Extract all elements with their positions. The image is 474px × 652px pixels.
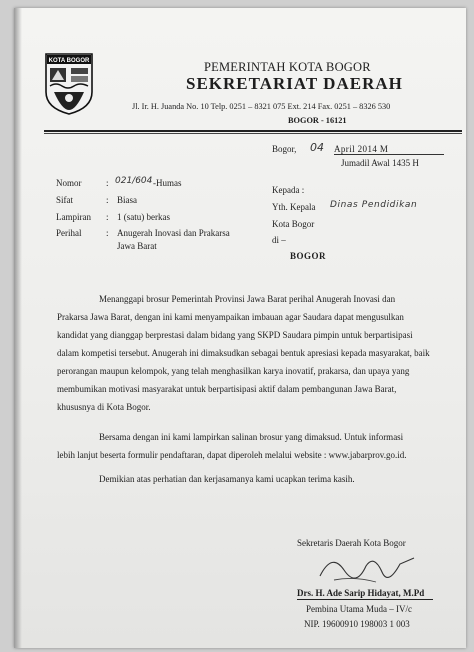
signatory-rank: Pembina Utama Muda – IV/c (306, 604, 412, 614)
body-p3-line: Demikian atas perhatian dan kerjasamanya kami ucapkan terima kasih. (99, 474, 355, 484)
perihal-line2: Jawa Barat (117, 241, 157, 251)
date-hijri: Jumadil Awal 1435 H (341, 158, 419, 168)
letter-page (14, 8, 466, 648)
signature-underline (297, 599, 433, 600)
sifat-value: Biasa (117, 195, 137, 205)
letterhead-rule-thin (44, 133, 462, 134)
lampiran-colon: : (106, 212, 109, 222)
signatory-nip: NIP. 19600910 198003 1 003 (304, 619, 410, 629)
nomor-suffix: -Humas (153, 178, 182, 188)
body-paragraph-3 (57, 470, 449, 488)
body-p1-line: Menanggapi brosur Pemerintah Provinsi Jawa Barat perihal Anugerah Inovasi dan (99, 294, 396, 304)
recipient-city: Kota Bogor (272, 219, 315, 229)
body-p1-line: membumikan motivasi masyarakat untuk berpartisipasi aktif dalam pembangunan Jawa Barat, (57, 384, 397, 394)
body-p1-line: Prakarsa Jawa Barat, dengan ini kami menyampaikan imbauan agar Saudara dapat mengusulkan (57, 312, 404, 322)
signatory-name: Drs. H. Ade Sarip Hidayat, M.Pd (297, 588, 425, 598)
scan-edge-shadow (14, 8, 22, 648)
kota-bogor-coat-of-arms-icon (44, 52, 94, 116)
recipient-dept-handwritten: Dinas Pendidikan (330, 200, 418, 210)
date-month-year-text: April 2014 M (334, 144, 389, 154)
date-month-year (334, 144, 444, 155)
handwritten-signature-icon (314, 546, 424, 592)
body-paragraph-2 (57, 428, 449, 464)
nomor-colon: : (106, 178, 109, 188)
kepada-label: Kepada : (272, 185, 305, 195)
body-p1-line: dalam kompetisi tersebut. Anugerah ini dimaksudkan sebagai bentuk apresiasi kepada masyarakat, baik (57, 348, 430, 358)
perihal-line1: Anugerah Inovasi dan Prakarsa (117, 228, 230, 238)
body-paragraph-1 (57, 290, 449, 416)
sifat-label: Sifat (56, 195, 73, 205)
body-p1-line: perorangan maupun kelompok, yang telah menghasilkan karya inovatif, prakarsa, dan upaya yang (57, 366, 410, 376)
body-p2-line: lebih lanjut beserta formulir pendaftaran, dapat diperoleh melalui website : www.jabarprov.go.id. (57, 450, 407, 460)
signature-title: Sekretaris Daerah Kota Bogor (297, 538, 406, 548)
date-city: Bogor, (272, 144, 297, 154)
sifat-colon: : (106, 195, 109, 205)
letterhead-postal: BOGOR - 16121 (288, 116, 347, 125)
recipient-place: BOGOR (290, 251, 327, 261)
logo-text: KOTA BOGOR (48, 58, 90, 64)
perihal-colon: : (106, 228, 109, 238)
body-p1-line: khususnya di Kota Bogor. (57, 402, 151, 412)
recipient-di: di – (272, 235, 286, 245)
secretariat-name: SEKRETARIAT DAERAH (186, 74, 403, 93)
lampiran-label: Lampiran (56, 212, 91, 222)
perihal-label: Perihal (56, 228, 82, 238)
date-day-handwritten: 04 (310, 141, 324, 154)
government-name: PEMERINTAH KOTA BOGOR (204, 60, 371, 74)
nomor-label: Nomor (56, 178, 82, 188)
body-p2-line: Bersama dengan ini kami lampirkan salinan brosur yang dimaksud. Untuk informasi (99, 432, 404, 442)
letterhead-address: Jl. Ir. H. Juanda No. 10 Telp. 0251 – 8321 075 Ext. 214 Fax. 0251 – 8326 530 (132, 102, 391, 111)
letterhead-rule (44, 130, 462, 132)
nomor-number-handwritten: 021/604 (115, 176, 153, 186)
recipient-yth: Yth. Kepala (272, 202, 316, 212)
body-p1-line: kandidat yang dianggap berprestasi dalam bidang yang SKPD Saudara pimpin untuk berpartisipasi (57, 330, 413, 340)
lampiran-value: 1 (satu) berkas (117, 212, 170, 222)
